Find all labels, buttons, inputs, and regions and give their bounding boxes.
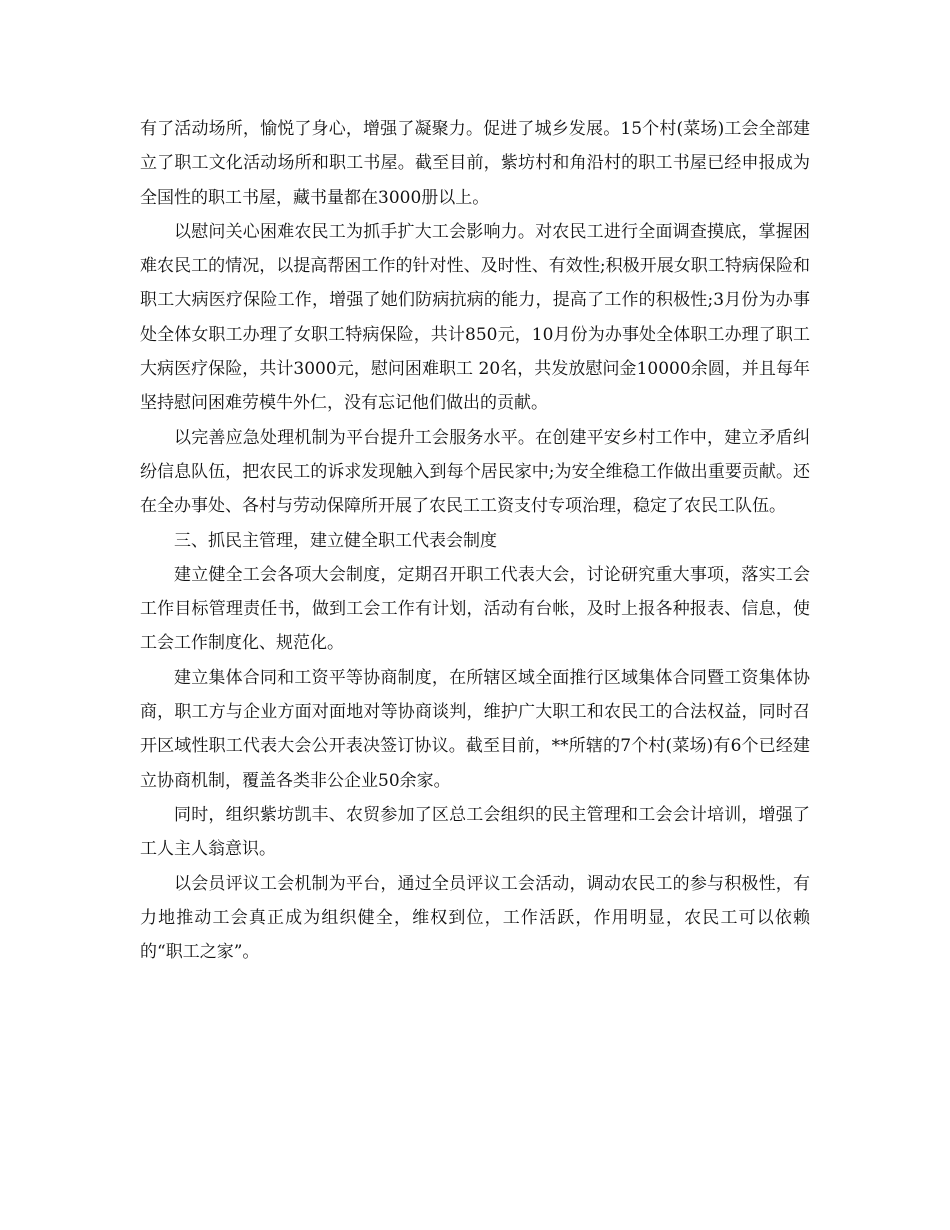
paragraph-condolence: 以慰问关心困难农民工为抓手扩大工会影响力。对农民工进行全面调查摸底，掌握困难农民工的情况，以提高帮困工作的针对性、及时性、有效性;积极开展女职工特病保险和职工大病医疗保险工作，增强了她们防病抗病的能力，提高了工作的积极性;3月份为办事处全体女职工办理了女职工特病保险，共计850元，10月份为办事处全体职工办理了职工大病医疗保险，共计3000元，慰问困难职工 20名，共发放慰问金10000余圆，并且每年坚持慰问困难劳模牛外仁，没有忘记他们做出的贡献。 [140, 221, 810, 414]
paragraph-member-review: 以会员评议工会机制为平台，通过全员评议工会活动，调动农民工的参与积极性，有力地推动工会真正成为组织健全，维权到位，工作活跃，作用明显，农民工可以依赖的“职工之家”。 [140, 873, 810, 963]
section-heading: 三、抓民主管理，建立健全职工代表会制度 [174, 530, 497, 551]
document-page [140, 112, 810, 969]
paragraph-continued: 有了活动场所，愉悦了身心，增强了凝聚力。促进了城乡发展。15个村(菜场)工会全部建立了职工文化活动场所和职工书屋。截至目前，紫坊村和角沿村的职工书屋已经申报成为全国性的职工书屋，藏书量都在3000册以上。 [140, 119, 810, 208]
paragraph-training: 同时，组织紫坊凯丰、农贸参加了区总工会组织的民主管理和工会会计培训，增强了工人主人翁意识。 [140, 804, 810, 860]
paragraph-collective-contract: 建立集体合同和工资平等协商制度，在所辖区域全面推行区域集体合同暨工资集体协商，职工方与企业方面对面地对等协商谈判，维护广大职工和农民工的合法权益，同时召开区域性职工代表大会公开表决签订协议。截至目前，**所辖的7个村(菜场)有6个已经建立协商机制，覆盖各类非公企业50余家。 [140, 667, 810, 791]
paragraph-emergency: 以完善应急处理机制为平台提升工会服务水平。在创建平安乡村工作中，建立矛盾纠纷信息队伍，把农民工的诉求发现触入到每个居民家中;为安全维稳工作做出重要贡献。还在全办事处、各村与劳动保障所开展了农民工工资支付专项治理，稳定了农民工队伍。 [140, 427, 810, 517]
paragraph-congress-system: 建立健全工会各项大会制度，定期召开职工代表大会，讨论研究重大事项，落实工会工作目标管理责任书，做到工会工作有计划，活动有台帐，及时上报各种报表、信息，使工会工作制度化、规范化。 [140, 564, 810, 654]
